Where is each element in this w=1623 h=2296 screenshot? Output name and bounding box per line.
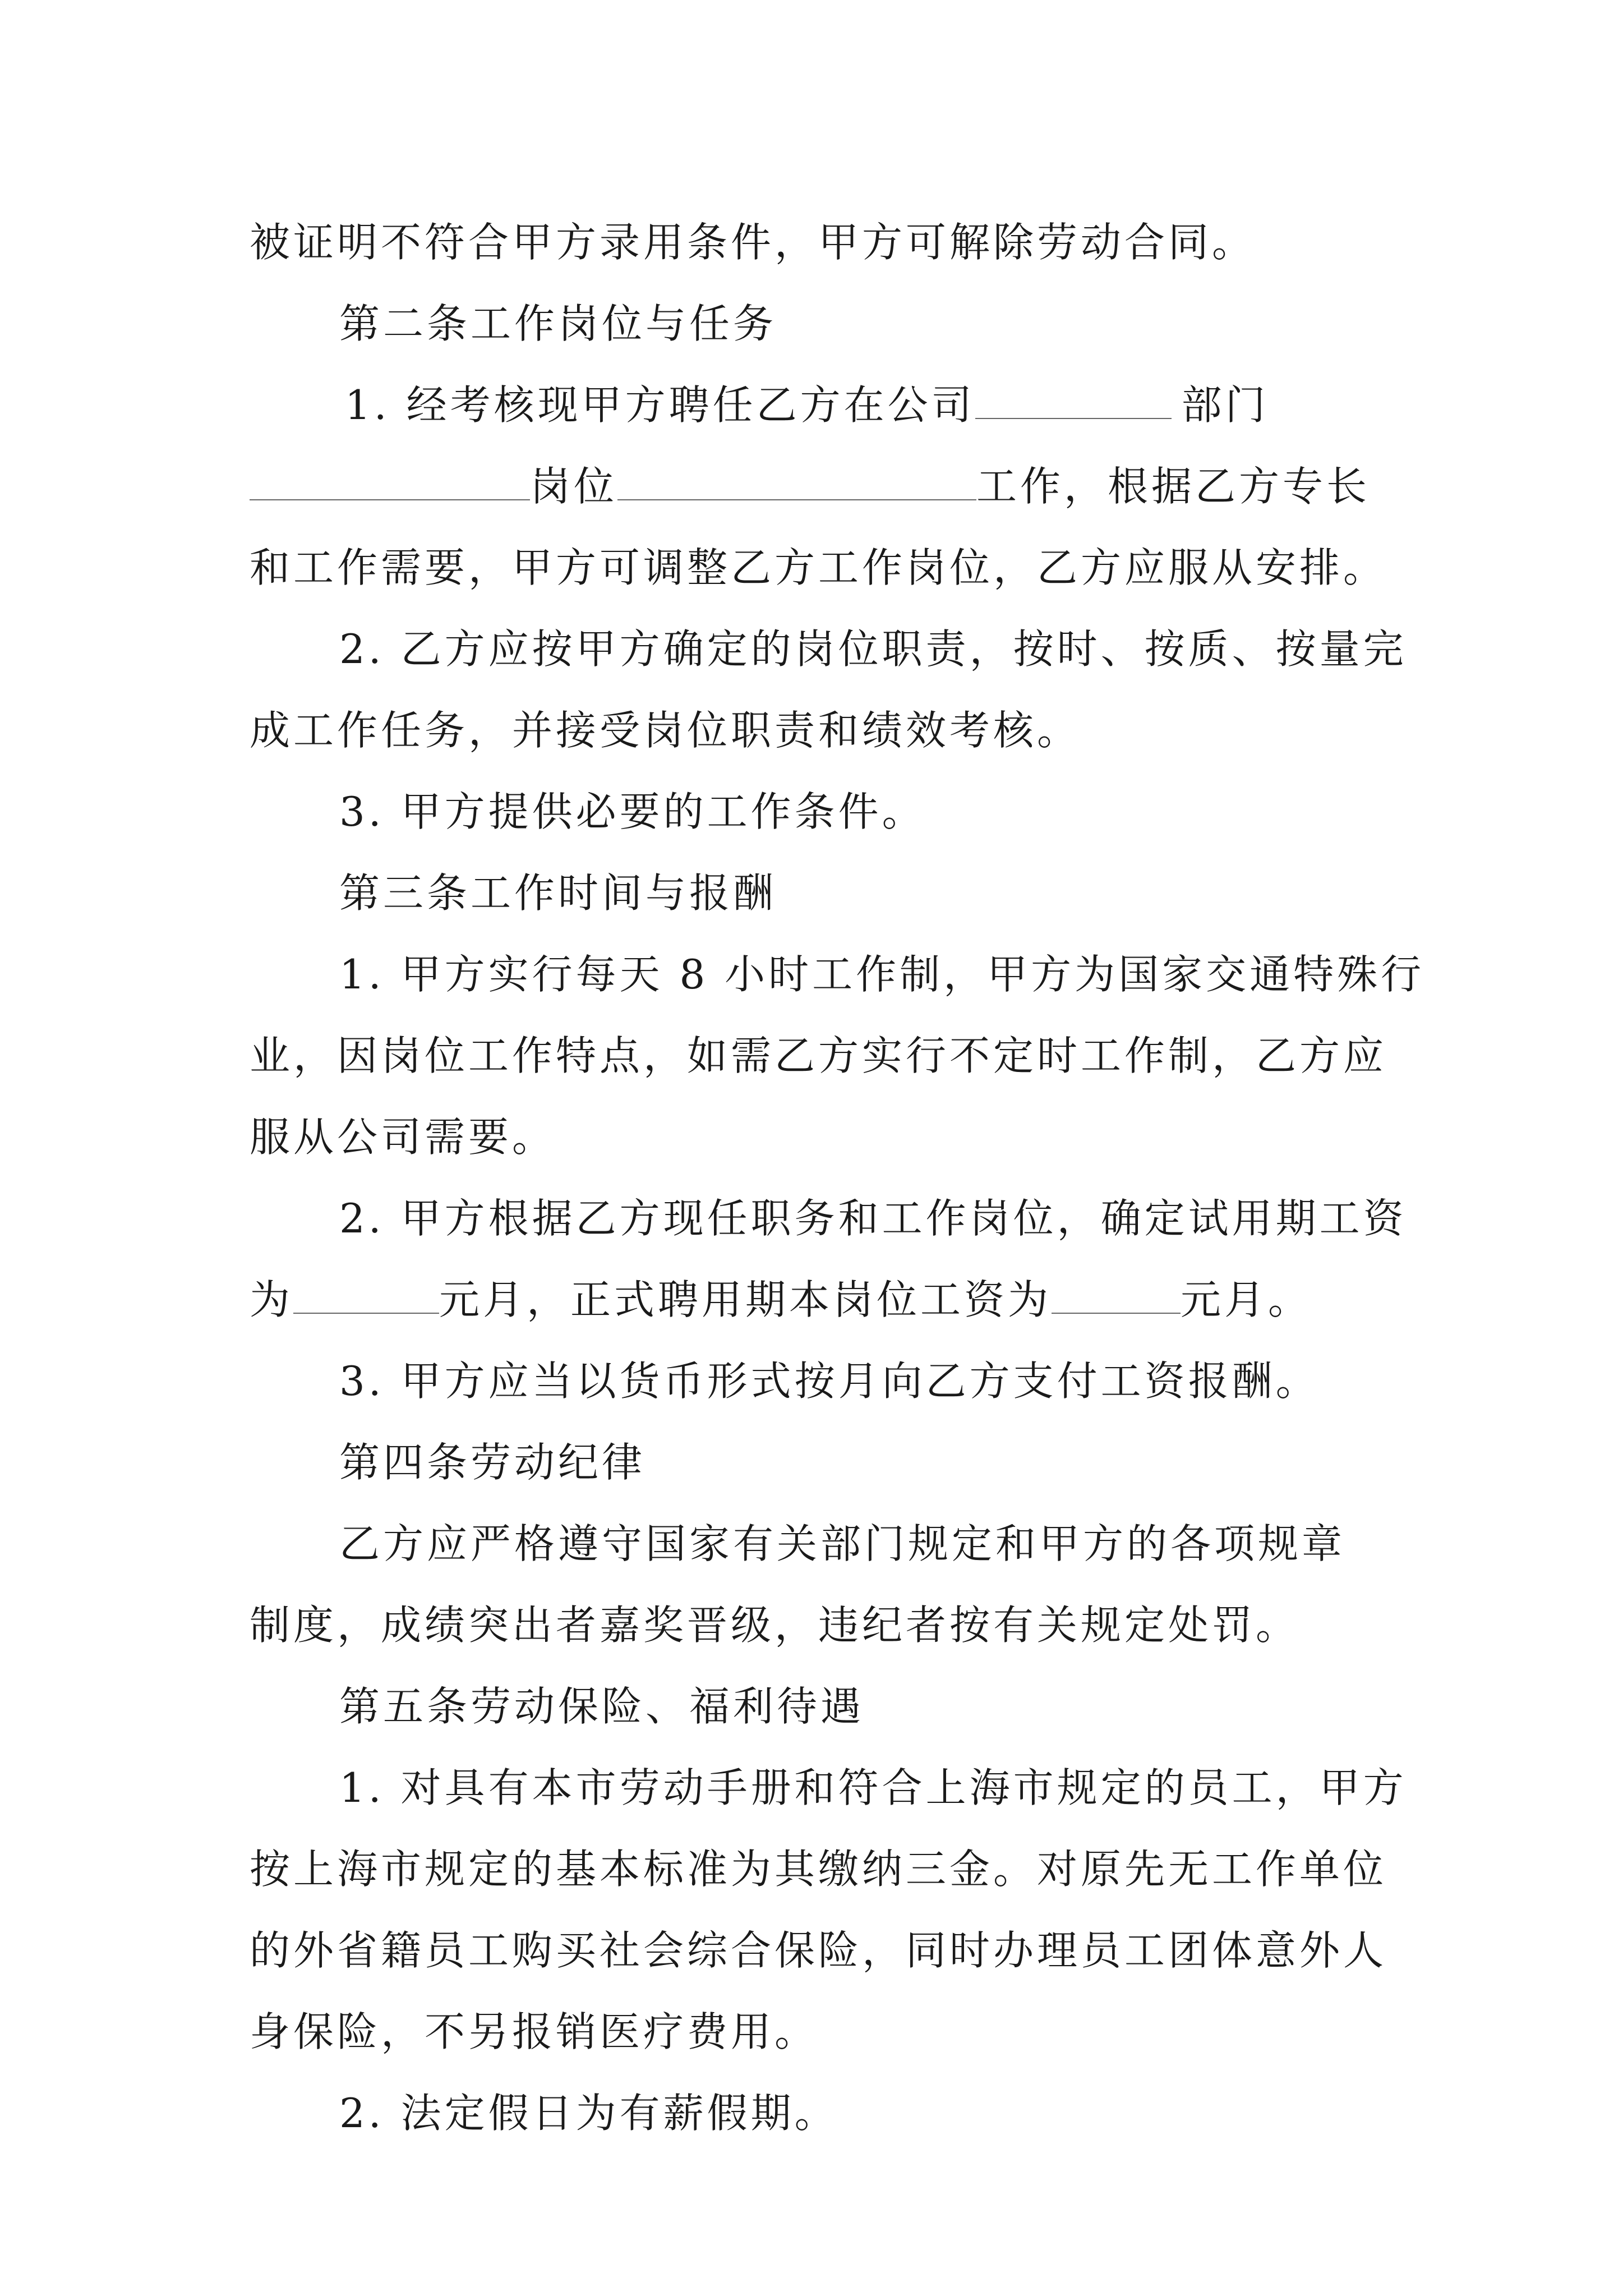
paragraph-line [250, 1585, 1388, 1666]
section-heading-text: 第五条劳动保险、福利待遇 [339, 1683, 865, 1730]
paragraph-line [250, 527, 1388, 609]
paragraph-line [250, 690, 1388, 771]
text-line: 按上海市规定的基本标准为其缴纳三金。对原先无工作单位 [250, 1846, 1387, 1893]
text-line: 服从公司需要。 [250, 1114, 556, 1161]
paragraph-line [250, 1178, 1407, 1259]
paragraph-line [250, 771, 1388, 853]
text-line: 1. 经考核现甲方聘任乙方在公司 [345, 381, 975, 429]
paragraph-line [250, 1259, 1388, 1341]
paragraph-line [250, 1910, 1388, 1991]
paragraph-line [250, 202, 1388, 283]
section-heading [250, 1422, 1388, 1503]
section-heading [250, 283, 1388, 365]
text-line: 2. 法定假日为有薪假期。 [339, 2090, 838, 2137]
paragraph-line [250, 934, 1425, 1015]
document-body [250, 202, 1425, 2154]
paragraph-line [250, 1503, 1388, 1585]
text-line: 和工作需要，甲方可调整乙方工作岗位，乙方应服从安排。 [250, 544, 1387, 591]
text-line: 成工作任务，并接受岗位职责和绩效考核。 [250, 707, 1081, 754]
section-heading-text: 第四条劳动纪律 [339, 1439, 646, 1486]
text-line: 1. 甲方实行每天 8 小时工作制，甲方为国家交通特殊行 [339, 951, 1425, 998]
text-line: 为 [250, 1276, 294, 1323]
text-line: 的外省籍员工购买社会综合保险，同时办理员工团体意外人 [250, 1927, 1387, 1974]
text-line: 2. 乙方应按甲方确定的岗位职责，按时、按质、按量完 [339, 625, 1407, 673]
text-line: 3. 甲方提供必要的工作条件。 [339, 788, 926, 835]
paragraph-line [250, 1747, 1407, 1829]
paragraph-line [250, 1015, 1388, 1097]
text-line: 业，因岗位工作特点，如需乙方实行不定时工作制，乙方应 [250, 1032, 1387, 1079]
text-line: 部门 [1181, 381, 1269, 429]
department-blank [975, 384, 1172, 419]
section-heading-text: 第三条工作时间与报酬 [339, 869, 777, 917]
paragraph-line [250, 365, 1388, 446]
paragraph-line [250, 446, 1388, 527]
text-line: 工作，根据乙方专长 [976, 463, 1371, 510]
work-blank [617, 466, 976, 500]
position-blank [250, 466, 530, 500]
text-line: 制度，成绩突出者嘉奖晋级，违纪者按有关规定处罚。 [250, 1602, 1300, 1649]
text-line: 身保险，不另报销医疗费用。 [250, 2008, 819, 2055]
text-line: 2. 甲方根据乙方现任职务和工作岗位，确定试用期工资 [339, 1195, 1407, 1242]
section-heading [250, 853, 1388, 934]
formal-salary-blank [1052, 1279, 1181, 1314]
text-line: 1. 对具有本市劳动手册和符合上海市规定的员工，甲方 [339, 1764, 1407, 1811]
section-heading-text: 第二条工作岗位与任务 [339, 300, 777, 347]
text-line: 岗位 [530, 463, 618, 510]
text-line: 3. 甲方应当以货币形式按月向乙方支付工资报酬。 [339, 1358, 1320, 1405]
paragraph-line [250, 1097, 1388, 1178]
paragraph-line [250, 609, 1407, 690]
paragraph-line [250, 1829, 1388, 1910]
paragraph-line [250, 1341, 1388, 1422]
text-line: 乙方应严格遵守国家有关部门规定和甲方的各项规章 [339, 1520, 1346, 1567]
paragraph-line [250, 2073, 1388, 2154]
probation-salary-blank [293, 1279, 439, 1314]
paragraph-line [250, 1991, 1388, 2073]
text-line: 元月。 [1181, 1276, 1312, 1323]
text-line: 被证明不符合甲方录用条件，甲方可解除劳动合同。 [250, 219, 1256, 266]
section-heading [250, 1666, 1388, 1747]
text-line: 元月，正式聘用期本岗位工资为 [439, 1276, 1052, 1323]
